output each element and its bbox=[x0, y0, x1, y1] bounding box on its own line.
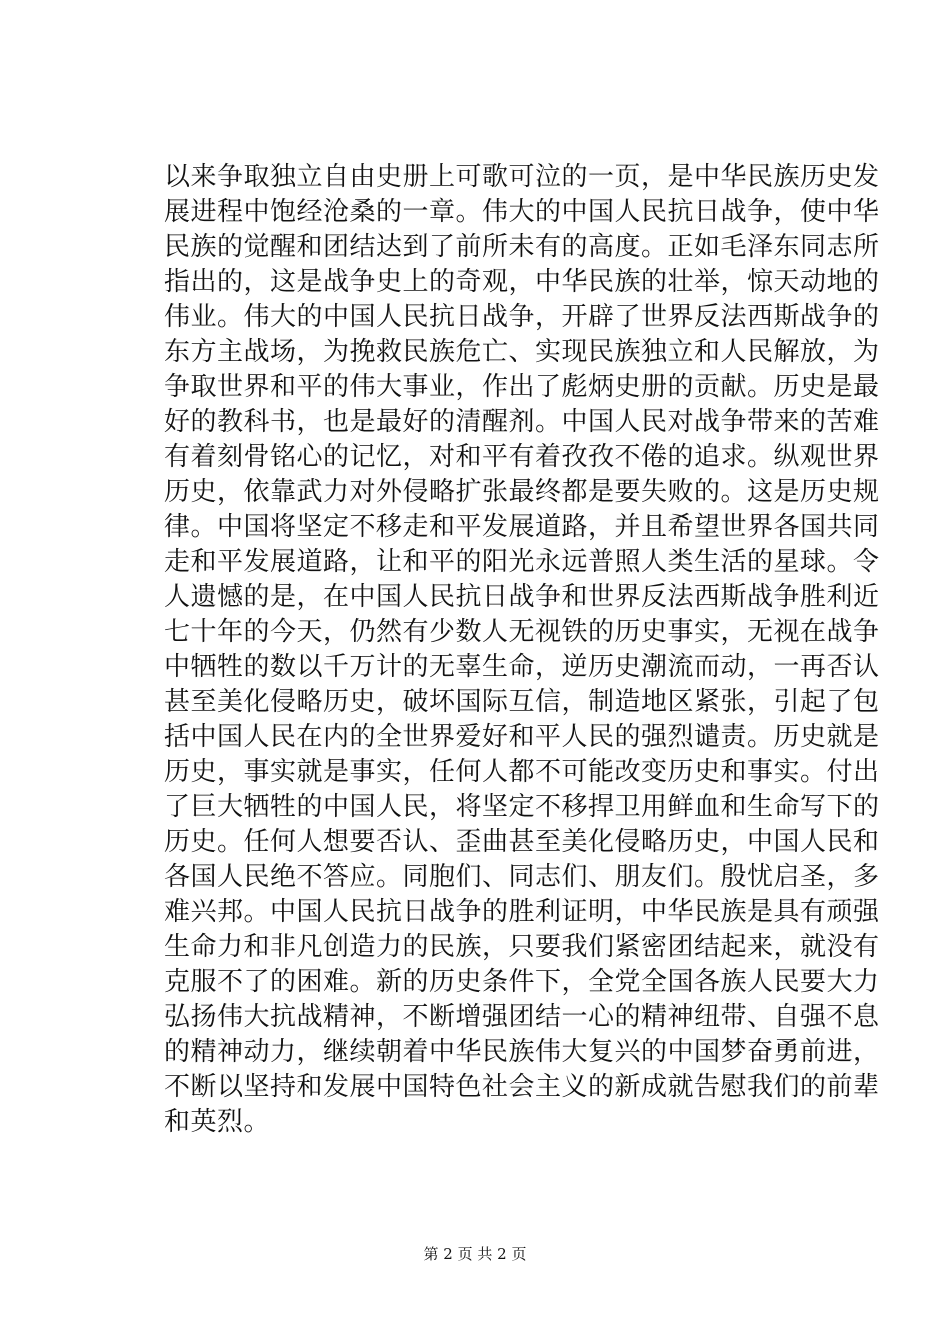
body-paragraph bbox=[164, 160, 880, 1140]
text-line: 争取世界和平的伟大事业，作出了彪炳史册的贡献。历史是最 bbox=[164, 372, 880, 402]
text-line: 有着刻骨铭心的记忆，对和平有着孜孜不倦的追求。纵观世界 bbox=[164, 442, 880, 472]
text-line: 弘扬伟大抗战精神，不断增强团结一心的精神纽带、自强不息 bbox=[164, 1002, 880, 1032]
text-line: 七十年的今天，仍然有少数人无视铁的历史事实，无视在战争 bbox=[164, 617, 880, 647]
text-line: 和英烈。 bbox=[164, 1107, 271, 1137]
text-line: 伟业。伟大的中国人民抗日战争，开辟了世界反法西斯战争的 bbox=[164, 302, 880, 332]
text-line: 不断以坚持和发展中国特色社会主义的新成就告慰我们的前辈 bbox=[164, 1072, 880, 1102]
text-line: 各国人民绝不答应。同胞们、同志们、朋友们。殷忧启圣，多 bbox=[164, 862, 880, 892]
text-line: 历史，事实就是事实，任何人都不可能改变历史和事实。付出 bbox=[164, 757, 880, 787]
text-line: 的精神动力，继续朝着中华民族伟大复兴的中国梦奋勇前进， bbox=[164, 1037, 880, 1067]
text-line: 历史，依靠武力对外侵略扩张最终都是要失败的。这是历史规 bbox=[164, 477, 880, 507]
page-number-footer: 第 2 页 共 2 页 bbox=[423, 1245, 527, 1263]
text-line: 克服不了的困难。新的历史条件下，全党全国各族人民要大力 bbox=[164, 967, 880, 997]
text-line: 生命力和非凡创造力的民族，只要我们紧密团结起来，就没有 bbox=[164, 932, 880, 962]
text-line: 好的教科书，也是最好的清醒剂。中国人民对战争带来的苦难 bbox=[164, 407, 880, 437]
text-line: 甚至美化侵略历史，破坏国际互信，制造地区紧张，引起了包 bbox=[164, 687, 880, 717]
text-line: 律。中国将坚定不移走和平发展道路，并且希望世界各国共同 bbox=[164, 512, 880, 542]
text-line: 括中国人民在内的全世界爱好和平人民的强烈谴责。历史就是 bbox=[164, 722, 880, 752]
text-line: 指出的，这是战争史上的奇观，中华民族的壮举，惊天动地的 bbox=[164, 267, 880, 297]
text-line: 了巨大牺牲的中国人民，将坚定不移捍卫用鲜血和生命写下的 bbox=[164, 792, 880, 822]
text-line: 历史。任何人想要否认、歪曲甚至美化侵略历史，中国人民和 bbox=[164, 827, 880, 857]
text-line: 民族的觉醒和团结达到了前所未有的高度。正如毛泽东同志所 bbox=[164, 232, 880, 262]
text-line: 人遗憾的是，在中国人民抗日战争和世界反法西斯战争胜利近 bbox=[164, 582, 880, 612]
text-line: 展进程中饱经沧桑的一章。伟大的中国人民抗日战争，使中华 bbox=[164, 197, 880, 227]
text-line: 东方主战场，为挽救民族危亡、实现民族独立和人民解放，为 bbox=[164, 337, 880, 367]
text-line: 以来争取独立自由史册上可歌可泣的一页，是中华民族历史发 bbox=[164, 162, 880, 192]
text-line: 难兴邦。中国人民抗日战争的胜利证明，中华民族是具有顽强 bbox=[164, 897, 880, 927]
text-line: 走和平发展道路，让和平的阳光永远普照人类生活的星球。令 bbox=[164, 547, 880, 577]
text-line: 中牺牲的数以千万计的无辜生命，逆历史潮流而动，一再否认 bbox=[164, 652, 880, 682]
